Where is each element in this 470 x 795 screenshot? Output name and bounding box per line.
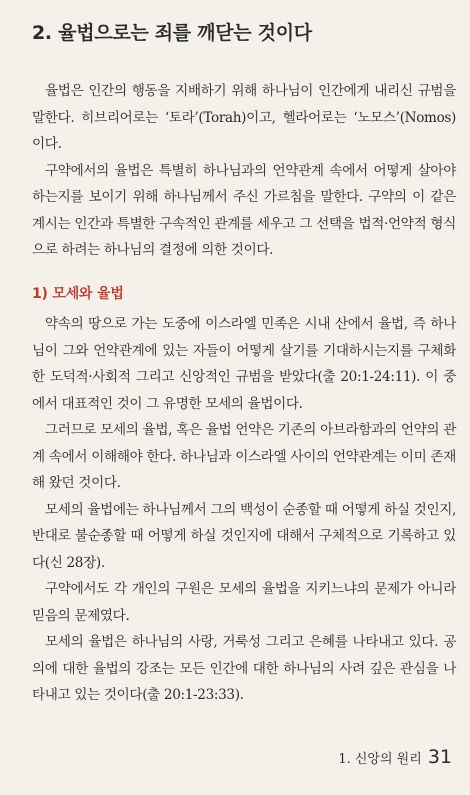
page-footer [338,746,452,768]
intro-paragraph-2: 구약에서의 율법은 특별히 하나님과의 언약관계 속에서 어떻게 살아야 하는지를 보이기 위해 하나님께서 주신 가르침을 말한다. 구약의 이 같은 계시는 인간과 특별한 구속적인 관계를 세우고 그 선택을 법적·언약적 형식으로 하려는 하나님의 결정에 의한 것이다. [32,162,456,258]
chapter-title: 2. 율법으로는 죄를 깨닫는 것이다 [32,22,312,44]
section-paragraph-3: 모세의 율법에는 하나님께서 그의 백성이 순종할 때 어떻게 하실 것인지, 반대로 불순종할 때 어떻게 하실 것인지에 대해서 구체적으로 기록하고 있다(신 28장). [32,501,456,571]
section-paragraph-4: 구약에서도 각 개인의 구원은 모세의 율법을 지키느냐의 문제가 아니라 믿음의 문제였다. [32,581,456,624]
body-text [32,78,456,709]
intro-paragraph-1: 율법은 인간의 행동을 지배하기 위해 하나님이 인간에게 내리신 규범을 말한다. 히브리어로는 ‘토라’(Torah)이고, 헬라어로는 ‘노모스’(Nomos)이다. [32,83,456,152]
section-heading: 1) 모세와 율법 [32,285,124,302]
section-paragraph-5: 모세의 율법은 하나님의 사랑, 거룩성 그리고 은혜를 나타내고 있다. 공의에 대한 율법의 강조는 모든 인간에 대한 하나님의 사려 깊은 관심을 나타내고 있는 것이다(출 20:1-23:33). [32,634,456,703]
running-head: 1. 신앙의 원리 [338,752,422,767]
section-paragraph-1: 약속의 땅으로 가는 도중에 이스라엘 민족은 시내 산에서 율법, 즉 하나님이 그와 언약관계에 있는 자들이 어떻게 살기를 기대하시는지를 구체화한 도덕적·사회적 그리고 신앙적인 규범을 받았다(출 20:1-24:11). 이 중에서 대표적인 것이 그 유명한 모세의 율법이다. [32,316,456,412]
section-paragraph-2: 그러므로 모세의 율법, 혹은 율법 언약은 기존의 아브라함과의 언약의 관계 속에서 이해해야 한다. 하나님과 이스라엘 사이의 언약관계는 이미 존재해 왔던 것이다. [32,422,456,491]
page-number: 31 [427,746,452,768]
